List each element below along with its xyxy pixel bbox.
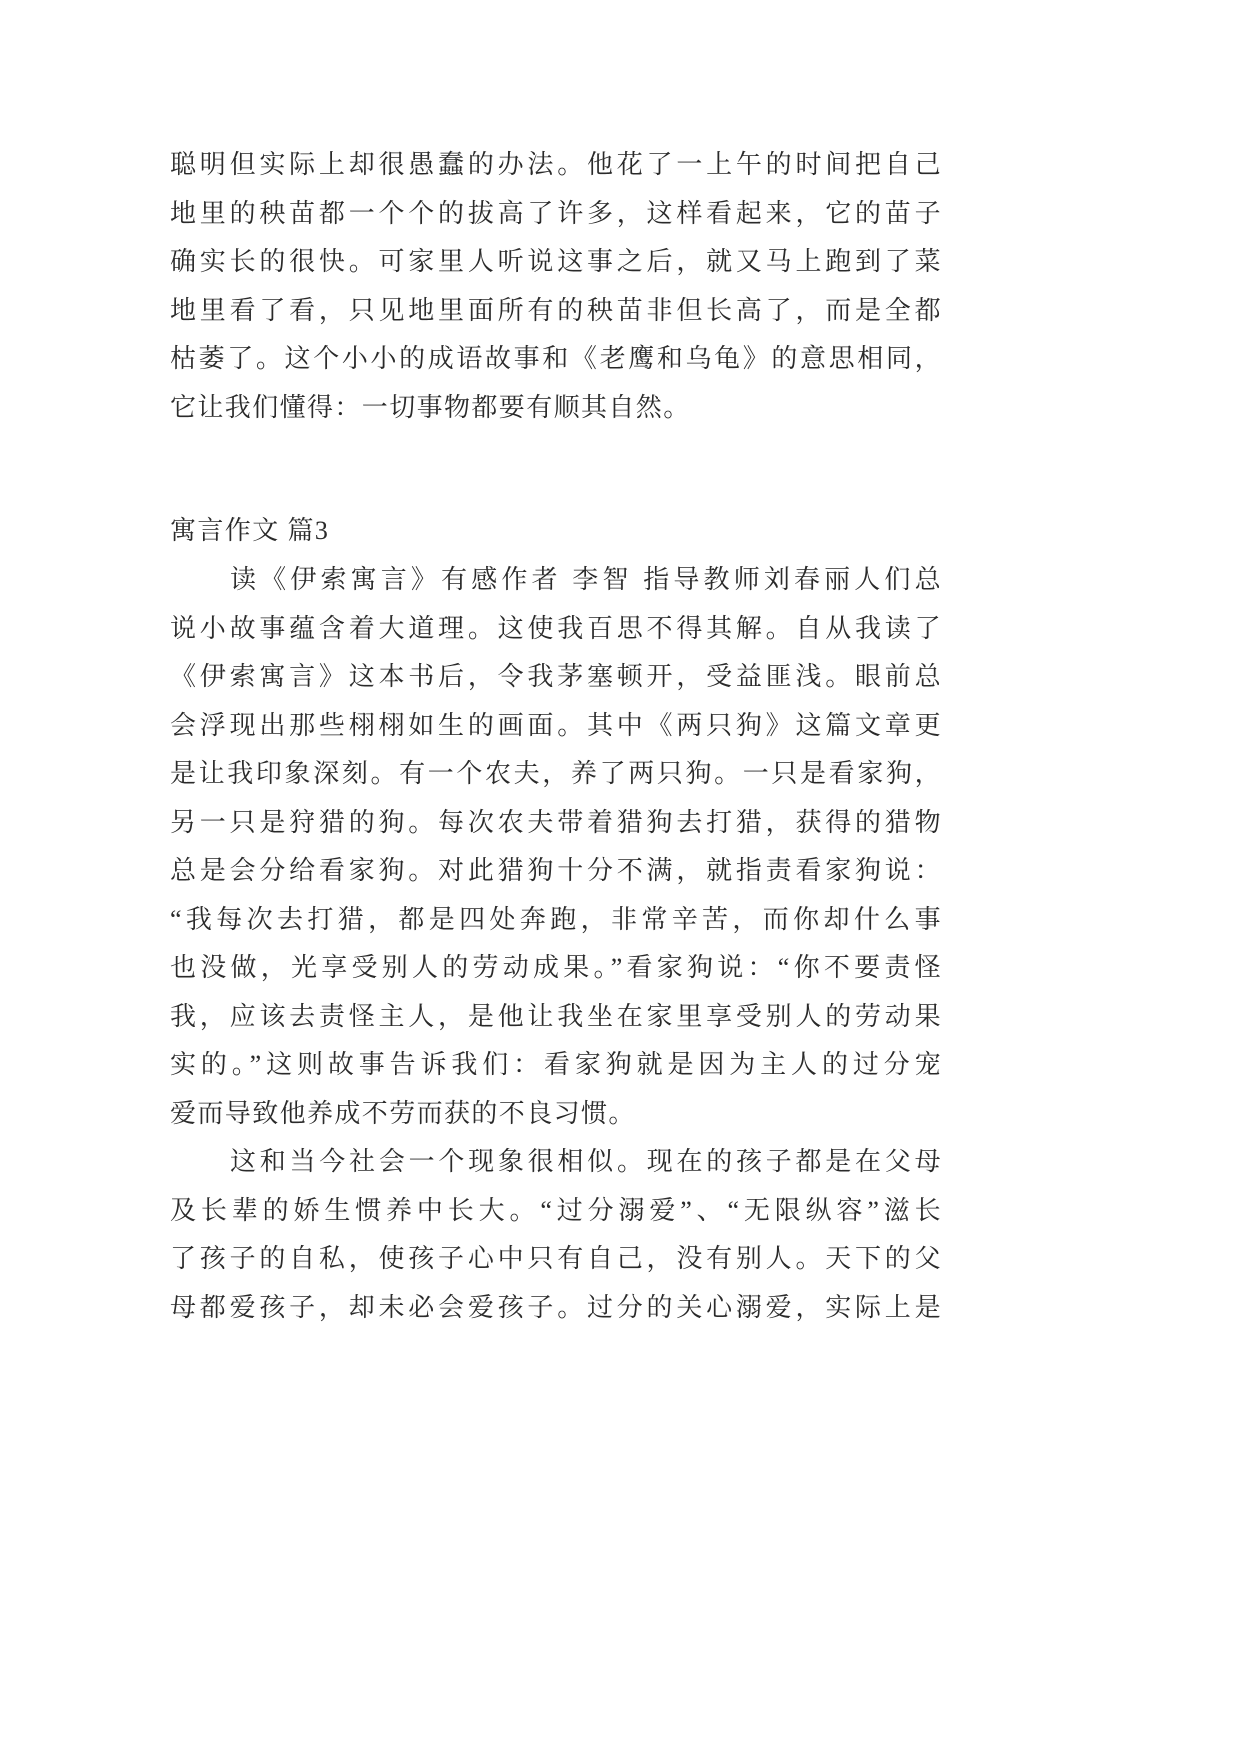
text-line: 了孩子的自私，使孩子心中只有自己，没有别人。天下的父 — [170, 1244, 942, 1273]
text-line: 也没做，光享受别人的劳动成果。”看家狗说：“你不要责怪 — [170, 953, 942, 982]
text-line: 实的。”这则故事告诉我们：看家狗就是因为主人的过分宠 — [170, 1050, 942, 1079]
text-line: 是让我印象深刻。有一个农夫，养了两只狗。一只是看家狗， — [170, 759, 942, 788]
text-line: 聪明但实际上却很愚蠢的办法。他花了一上午的时间把自己 — [170, 150, 942, 179]
text-line: 地里的秧苗都一个个的拔高了许多，这样看起来，它的苗子 — [170, 198, 942, 228]
paragraph — [170, 556, 942, 1138]
section-heading — [170, 507, 942, 556]
paragraph — [170, 1138, 942, 1332]
text-line: 母都爱孩子，却未必会爱孩子。过分的关心溺爱，实际上是 — [170, 1292, 942, 1322]
text-line: 地里看了看，只见地里面所有的秧苗非但长高了，而是全都 — [170, 295, 942, 325]
text-line: 确实长的很快。可家里人听说这事之后，就又马上跑到了菜 — [170, 247, 942, 276]
text-line: 会浮现出那些栩栩如生的画面。其中《两只狗》这篇文章更 — [170, 710, 942, 740]
text-line: 及长辈的娇生惯养中长大。“过分溺爱”、“无限纵容”滋长 — [170, 1195, 942, 1225]
text-line: 读《伊索寓言》有感作者 李智 指导教师刘春丽人们总 — [230, 565, 942, 594]
text-line: 另一只是狩猎的狗。每次农夫带着猎狗去打猎，获得的猎物 — [170, 807, 942, 837]
text-line: 总是会分给看家狗。对此猎狗十分不满，就指责看家狗说： — [170, 856, 942, 885]
text-line: 《伊索寓言》这本书后，令我茅塞顿开，受益匪浅。眼前总 — [170, 662, 942, 691]
text-line: 说小故事蕴含着大道理。这使我百思不得其解。自从我读了 — [170, 613, 942, 643]
section-heading-text: 寓言作文 篇3 — [170, 516, 330, 545]
continued-paragraph — [170, 141, 942, 432]
text-line: “我每次去打猎，都是四处奔跑，非常辛苦，而你却什么事 — [170, 904, 942, 934]
text-line: 这和当今社会一个现象很相似。现在的孩子都是在父母 — [230, 1147, 942, 1176]
text-line: 爱而导致他养成不劳而获的不良习惯。 — [170, 1098, 636, 1128]
text-line: 它让我们懂得：一切事物都要有顺其自然。 — [170, 392, 691, 422]
text-line: 枯萎了。这个小小的成语故事和《老鹰和乌龟》的意思相同， — [170, 344, 942, 373]
text-line: 我，应该去责怪主人，是他让我坐在家里享受别人的劳动果 — [170, 1001, 942, 1031]
